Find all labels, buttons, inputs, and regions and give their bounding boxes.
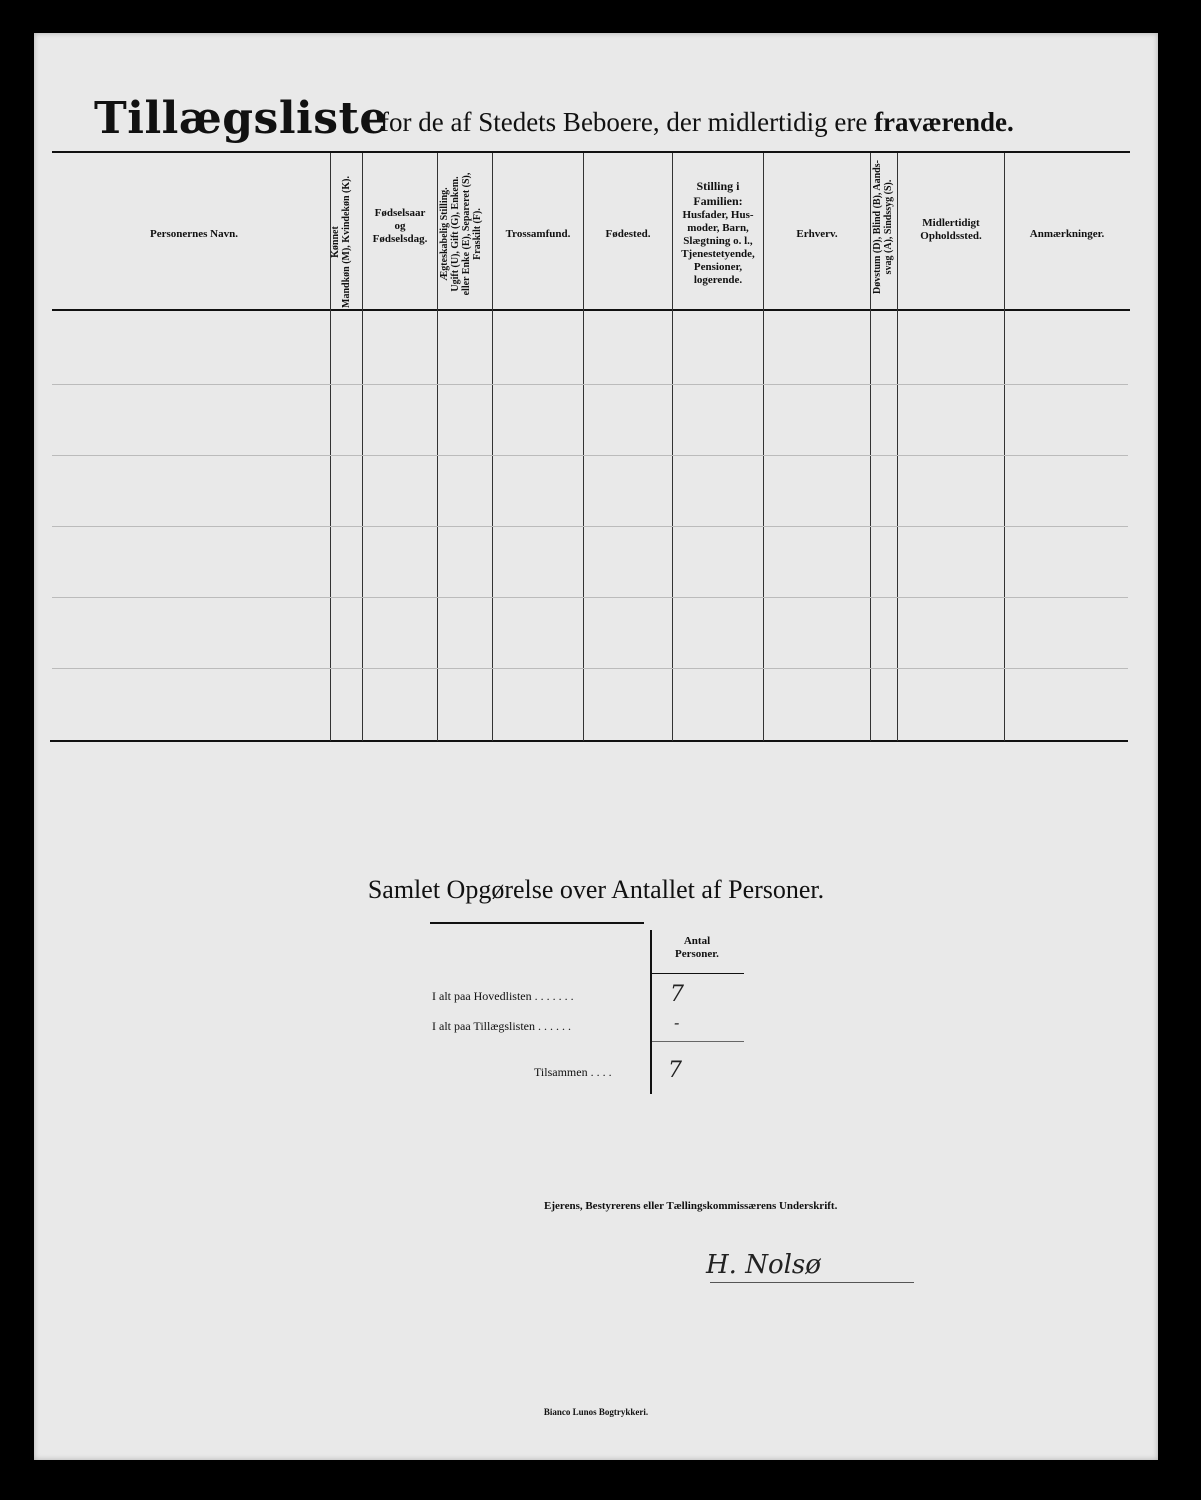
- printer-imprint: Bianco Lunos Bogtrykkeri.: [543, 1407, 649, 1417]
- summary-supplement-value: -: [674, 1013, 680, 1032]
- summary-total-value: 7: [668, 1058, 682, 1083]
- table-top-rule: [52, 151, 1130, 153]
- column-divider: [437, 153, 438, 741]
- form-title: [94, 93, 1154, 153]
- header-sex: Kønnet Mandkøn (M), Kvindekøn (K).: [330, 176, 352, 308]
- column-divider: [870, 153, 871, 741]
- header-names: Personernes Navn.: [150, 228, 238, 240]
- table-row-rule: [52, 455, 1128, 456]
- form-title-bold: fraværende.: [874, 107, 1014, 137]
- summary-divider: [650, 930, 652, 1094]
- header-birthplace: Fødested.: [605, 228, 651, 240]
- header-birthdate: Fødselsaar og Fødselsdag.: [372, 207, 428, 245]
- summary-count-header: Antal Personer.: [675, 935, 719, 960]
- column-divider: [1004, 153, 1005, 741]
- header-family-position: Stilling i Familien: Husfader, Hus- moder, Barn, Slægtning o. l., Tjenestetyende, Pensioner, logerende.: [681, 179, 755, 286]
- header-occupation: Erhverv.: [796, 228, 838, 240]
- header-temporary-residence: Midlertidigt Opholdssted.: [920, 217, 982, 242]
- header-marital: Ægteskabelig Stilling. Ugift (U), Gift (G), Enkem. eller Enke (E), Separeret (S), Fraskilt (F).: [439, 172, 483, 296]
- header-disability: Døvstum (D), Blind (B), Aands- svag (A), Sindssyg (S).: [872, 160, 894, 294]
- signature-handwriting: H. Nolsø: [706, 1250, 821, 1280]
- signature-line: [710, 1282, 914, 1283]
- table-row-rule: [52, 597, 1128, 598]
- summary-main-list-label: I alt paa Hovedlisten . . . . . . .: [432, 989, 574, 1003]
- column-divider: [763, 153, 764, 741]
- form-title-subtitle: [380, 107, 1014, 138]
- form-title-main: Tillægsliste: [94, 93, 388, 144]
- header-remarks: Anmærkninger.: [1029, 228, 1105, 240]
- census-form-page: [34, 33, 1158, 1460]
- form-title-rest: for de af Stedets Beboere, der midlertidig ere: [380, 107, 868, 137]
- table-row-rule: [52, 384, 1128, 385]
- column-divider: [583, 153, 584, 741]
- table-row-rule: [52, 526, 1128, 527]
- summary-title: Samlet Opgørelse over Antallet af Personer.: [367, 875, 825, 904]
- column-divider: [672, 153, 673, 741]
- signature-label: Ejerens, Bestyrerens eller Tællingskommissærens Underskrift.: [544, 1200, 838, 1212]
- summary-header-rule: [652, 973, 744, 974]
- summary-top-rule: [430, 922, 644, 924]
- summary-main-list-value: 7: [670, 982, 684, 1007]
- summary-subtotal-rule: [652, 1041, 744, 1042]
- summary-supplement-label: I alt paa Tillægslisten . . . . . .: [432, 1019, 572, 1033]
- table-bottom-rule: [50, 740, 1128, 742]
- column-divider: [492, 153, 493, 741]
- table-header-rule: [52, 309, 1130, 311]
- column-divider: [362, 153, 363, 741]
- column-divider: [897, 153, 898, 741]
- header-religion: Trossamfund.: [505, 228, 571, 240]
- summary-total-label: Tilsammen . . . .: [534, 1065, 612, 1079]
- table-row-rule: [52, 668, 1128, 669]
